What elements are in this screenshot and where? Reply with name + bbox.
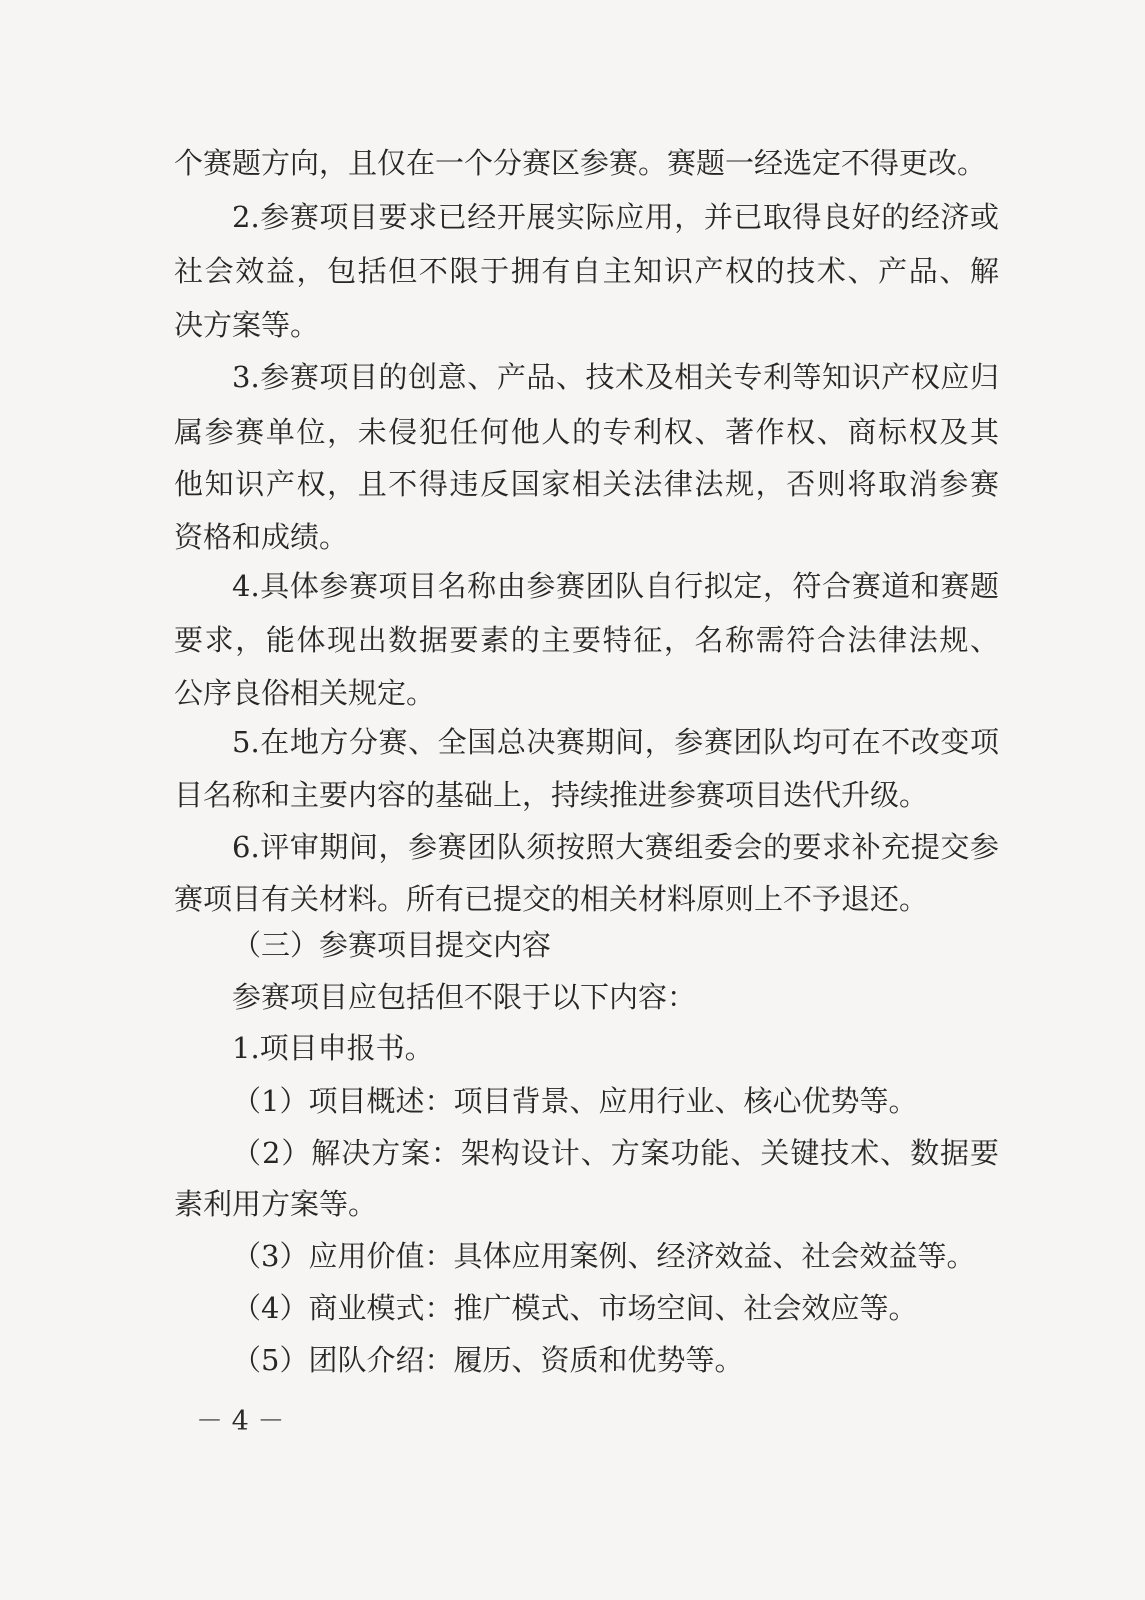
text-line: 公序良俗相关规定。 xyxy=(174,676,436,710)
text-line: 赛项目有关材料。所有已提交的相关材料原则上不予退还。 xyxy=(174,882,929,916)
text-line: 2.参赛项目要求已经开展实际应用，并已取得良好的经济或 xyxy=(232,200,999,234)
section-heading: （三）参赛项目提交内容 xyxy=(232,928,552,962)
text-line: （2）解决方案：架构设计、方案功能、关键技术、数据要 xyxy=(232,1136,999,1170)
text-line: （4）商业模式：推广模式、市场空间、社会效应等。 xyxy=(232,1291,918,1325)
text-line: 目名称和主要内容的基础上，持续推进参赛项目迭代升级。 xyxy=(174,778,929,812)
text-line: 5.在地方分赛、全国总决赛期间，参赛团队均可在不改变项 xyxy=(232,725,999,759)
text-line: 4.具体参赛项目名称由参赛团队自行拟定，符合赛道和赛题 xyxy=(232,569,999,603)
text-line: 个赛题方向，且仅在一个分赛区参赛。赛题一经选定不得更改。 xyxy=(174,146,987,180)
text-line: （3）应用价值：具体应用案例、经济效益、社会效益等。 xyxy=(232,1239,976,1273)
text-line: 参赛项目应包括但不限于以下内容： xyxy=(232,980,697,1014)
text-line: 素利用方案等。 xyxy=(174,1187,378,1221)
page-number: － 4 － xyxy=(196,1406,285,1437)
text-line: 6.评审期间，参赛团队须按照大赛组委会的要求补充提交参 xyxy=(232,830,999,864)
text-line: 社会效益，包括但不限于拥有自主知识产权的技术、产品、解 xyxy=(174,254,999,288)
text-line: （1）项目概述：项目背景、应用行业、核心优势等。 xyxy=(232,1084,918,1118)
text-line: 1.项目申报书。 xyxy=(232,1031,434,1065)
text-line: 决方案等。 xyxy=(174,308,320,342)
text-line: 他知识产权，且不得违反国家相关法律法规，否则将取消参赛 xyxy=(174,467,999,501)
text-line: 属参赛单位，未侵犯任何他人的专利权、著作权、商标权及其 xyxy=(174,415,999,449)
text-line: 资格和成绩。 xyxy=(174,520,349,554)
text-line: 3.参赛项目的创意、产品、技术及相关专利等知识产权应归 xyxy=(232,360,999,394)
text-line: （5）团队介绍：履历、资质和优势等。 xyxy=(232,1343,744,1377)
text-line: 要求，能体现出数据要素的主要特征，名称需符合法律法规、 xyxy=(174,623,999,657)
